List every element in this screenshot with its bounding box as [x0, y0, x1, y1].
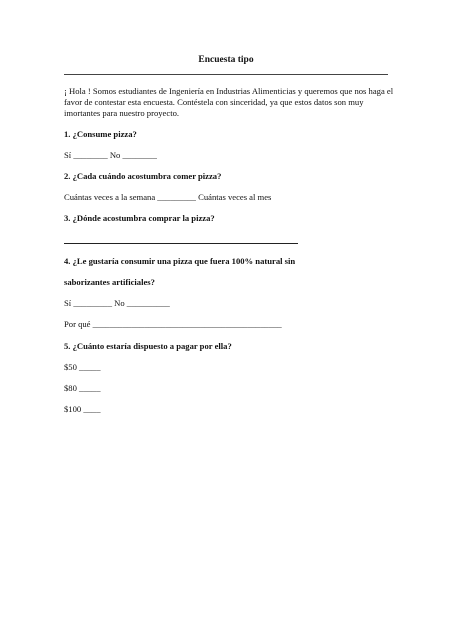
question-4-line-1: 4. ¿Le gustaría consumir una pizza que fuera 100% natural sin: [64, 256, 296, 266]
answer-2: Cuántas veces a la semana _________ Cuántas veces al mes: [64, 192, 272, 202]
question-4-line-2: saborizantes artificiales?: [64, 277, 155, 287]
answer-4: Sí _________ No __________: [64, 298, 170, 308]
question-1: 1. ¿Consume pizza?: [64, 129, 137, 139]
option-100: $100 ____: [64, 404, 101, 414]
answer-4-why: Por qué ____________________________________________: [64, 319, 282, 329]
answer-1: Sí ________ No ________: [64, 150, 157, 160]
question-2: 2. ¿Cada cuándo acostumbra comer pizza?: [64, 171, 222, 181]
title-divider: [64, 74, 388, 75]
survey-title: Encuesta tipo: [198, 55, 254, 65]
option-80: $80 _____: [64, 383, 101, 393]
question-5: 5. ¿Cuánto estaría dispuesto a pagar por ella?: [64, 341, 232, 351]
answer-3-blank-line: [64, 243, 298, 244]
intro-paragraph: ¡ Hola ! Somos estudiantes de Ingeniería en Industrias Alimenticias y queremos que nos haga el favor de contestar esta encuesta. Contéstela con sinceridad, ya que estos datos son muy imortantes para nuestro proyecto.: [64, 86, 394, 118]
option-50: $50 _____: [64, 362, 101, 372]
question-3: 3. ¿Dónde acostumbra comprar la pizza?: [64, 213, 215, 223]
